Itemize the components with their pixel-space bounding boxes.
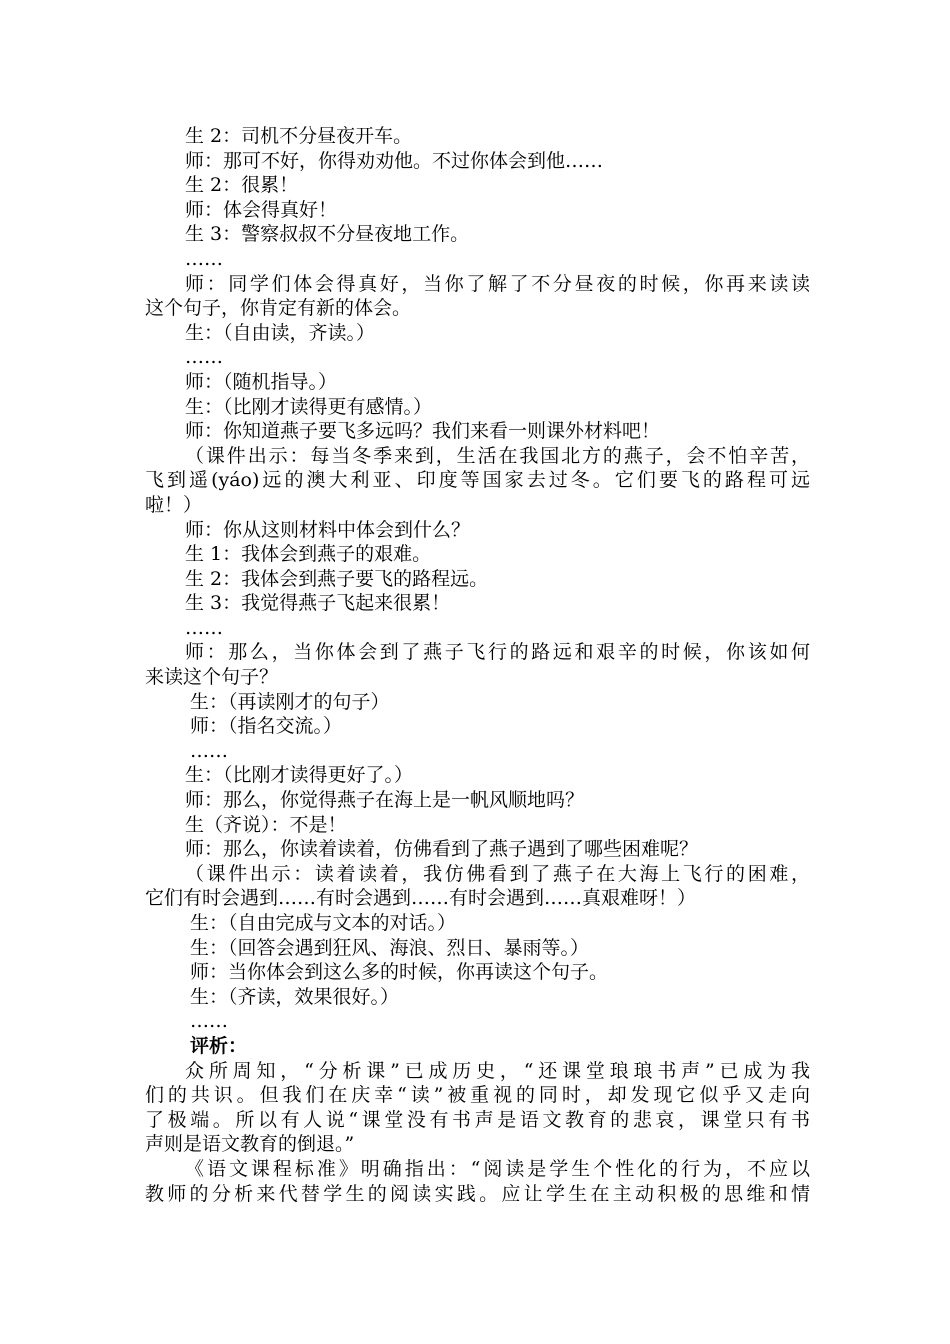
text-line: 们的共识。但我们在庆幸“读”被重视的同时，却发现它似乎又走向: [145, 1084, 810, 1107]
text-line: 它们有时会遇到……有时会遇到……有时会遇到……真艰难呀！）: [145, 887, 697, 910]
text-line: （课件出示：每当冬季来到，生活在我国北方的燕子，会不怕辛苦，: [185, 444, 810, 467]
text-line: ……: [185, 346, 223, 369]
section-heading: 评析：: [190, 1034, 248, 1057]
text-line: 生：（回答会遇到狂风、海浪、烈日、暴雨等。）: [190, 936, 590, 959]
text-line: 飞到遥(yáo)远的澳大利亚、印度等国家去过冬。它们要飞的路程可远: [145, 469, 810, 492]
text-line: 《语文课程标准》明确指出：“阅读是学生个性化的行为，不应以: [185, 1157, 810, 1180]
text-line: 生（齐说）：不是！: [185, 813, 347, 836]
text-line: 生 3：警察叔叔不分昼夜地工作。: [185, 223, 470, 246]
text-line: 这个句子，你肯定有新的体会。: [145, 297, 412, 320]
text-line: 了极端。所以有人说“课堂没有书声是语文教育的悲哀，课堂只有书: [145, 1108, 810, 1131]
text-line: ……: [185, 247, 223, 270]
text-line: 师：那么，当你体会到了燕子飞行的路远和艰辛的时候，你该如何: [185, 641, 810, 664]
text-line: 教师的分析来代替学生的阅读实践。应让学生在主动积极的思维和情: [145, 1182, 810, 1205]
text-line: 师：（随机指导。）: [185, 370, 338, 393]
text-line: 生：（自由完成与文本的对话。）: [190, 912, 457, 934]
text-line: ……: [190, 739, 228, 762]
text-line: 生：（自由读，齐读。）: [185, 321, 376, 344]
text-line: 生 2：很累！: [185, 174, 299, 197]
text-line: ……: [190, 1010, 228, 1033]
text-line: 生：（齐读，效果很好。）: [190, 985, 400, 1008]
text-line: 众所周知，“分析课”已成历史，“还课堂琅琅书声”已成为我: [185, 1059, 810, 1082]
text-line: 生 3：我觉得燕子飞起来很累！: [185, 592, 451, 615]
text-line: （课件出示：读着读着，我仿佛看到了燕子在大海上飞行的困难，: [185, 862, 810, 885]
text-line: 师：当你体会到这么多的时候，你再读这个句子。: [190, 961, 609, 984]
document-page: [145, 124, 810, 1206]
text-line: 师：那可不好，你得劝劝他。不过你体会到他……: [185, 149, 604, 172]
text-line: 师：体会得真好！: [185, 198, 338, 221]
text-line: 生 2：司机不分昼夜开车。: [185, 125, 413, 147]
text-line: 生：（比刚才读得更有感情。）: [185, 395, 433, 418]
text-line: ……: [185, 616, 223, 639]
text-line: 生 2：我体会到燕子要飞的路程远。: [185, 567, 489, 590]
text-line: 啦！）: [145, 493, 203, 516]
text-line: 生 1：我体会到燕子的艰难。: [185, 543, 432, 566]
text-line: 师：（指名交流。）: [190, 715, 343, 738]
text-line: 师：你知道燕子要飞多远吗？我们来看一则课外材料吧！: [185, 420, 661, 443]
text-line: 生：（比刚才读得更好了。）: [185, 764, 414, 787]
text-line: 师：你从这则材料中体会到什么？: [185, 518, 471, 541]
text-line: 生：（再读刚才的句子）: [190, 690, 390, 713]
text-line: 师：那么，你觉得燕子在海上是一帆风顺地吗？: [185, 789, 585, 812]
text-line: 声则是语文教育的倒退。”: [145, 1133, 355, 1156]
text-line: 师：同学们体会得真好，当你了解了不分昼夜的时候，你再来读读: [185, 272, 810, 295]
text-line: 师：那么，你读着读着，仿佛看到了燕子遇到了哪些困难呢？: [185, 838, 699, 861]
text-line: 来读这个句子？: [145, 666, 279, 689]
